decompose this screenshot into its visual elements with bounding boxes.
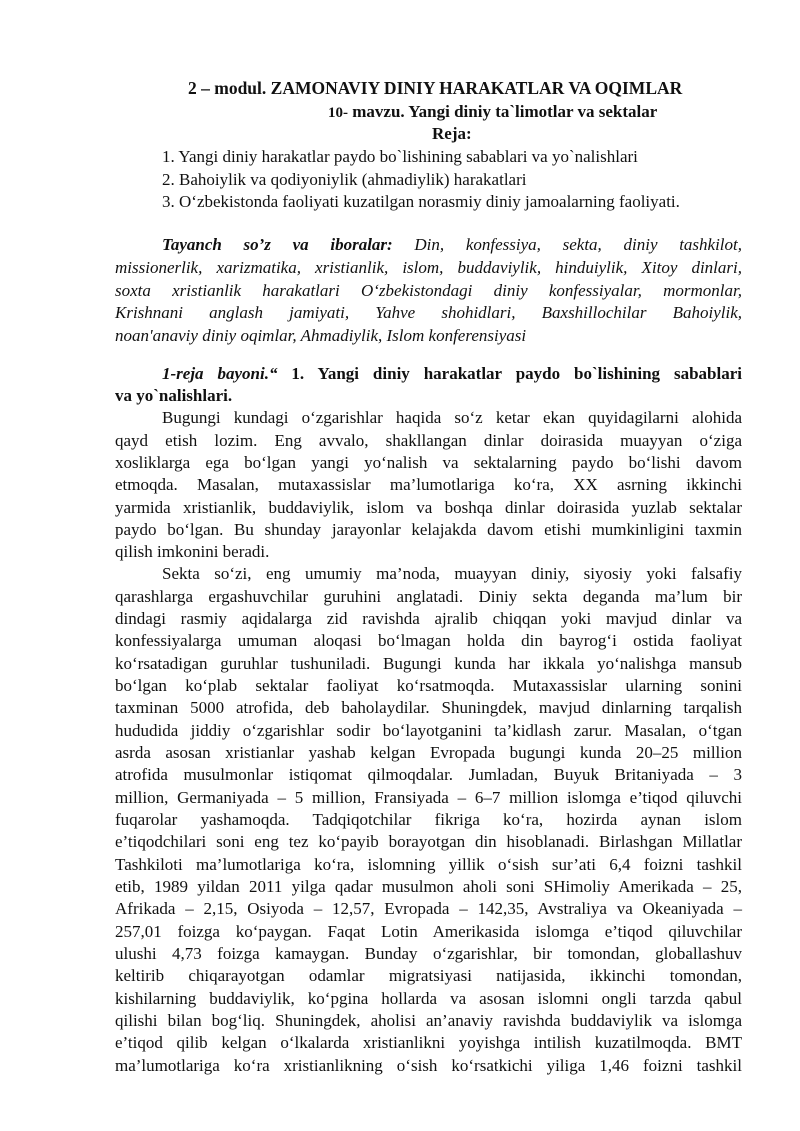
section-heading: [162, 362, 742, 385]
paragraph-line: xosliklarga ega bo‘lgan yangi yo‘nalish va sektalarning paydo bo‘lishi davom: [115, 453, 742, 472]
paragraph-line: etmoqda. Masalan, mutaxassislar ma’lumotlariga ko‘ra, XX asrning ikkinchi: [115, 475, 742, 494]
plan-item: 2. Bahoiylik va qodiyoniylik (ahmadiylik) harakatlari: [162, 170, 527, 189]
topic-title-text: mavzu. Yangi diniy ta`limotlar va sektalar: [352, 102, 658, 121]
paragraph-line: 257,01 foizga ko‘paygan. Faqat Lotin Amerikasida islomga e’tiqod qiluvchilar: [115, 922, 742, 941]
paragraph-line: qayd etish lozim. Eng avvalo, shakllangan dinlar doirasida muayyan o‘ziga: [115, 431, 742, 450]
paragraph-line: bo‘lgan ko‘plab sektalar faoliyat ko‘rsatmoqda. Mutaxassislar ularning sonini: [115, 676, 742, 695]
keywords-line: Krishnani anglash jamiyati, Yahve shohidlari, Baxshillochilar Bahoiylik,: [115, 303, 742, 322]
keywords-label: Tayanch so’z va iboralar:: [162, 235, 393, 254]
paragraph-line: taxminan 5000 atrofida, deb baholaydilar. Shuningdek, mavjud dinlarning tarqalish: [115, 698, 742, 717]
paragraph-line: atrofida musulmonlar istiqomat qilmoqdalar. Jumladan, Buyuk Britaniyada – 3: [115, 765, 742, 784]
section-title: 1. Yangi diniy harakatlar paydo bo`lishining sabablari: [291, 364, 742, 383]
paragraph-line: ko‘rsatadigan guruhlar tushuniladi. Bugungi kunda har ikkala yo‘nalishga mansub: [115, 654, 742, 673]
topic-title: [328, 100, 657, 125]
keywords-line: noan'anaviy diniy oqimlar, Ahmadiylik, Islom konferensiyasi: [115, 326, 527, 345]
paragraph-line: ulushi 4,73 foizga kamaygan. Bunday o‘zgarishlar, bir tomondan, globallashuv: [115, 944, 742, 963]
paragraph-line: fuqarolar yashamoqda. Tadqiqotchilar fikriga ko‘ra, hozirda aynan islom: [115, 810, 742, 829]
plan-item: 1. Yangi diniy harakatlar paydo bo`lishining sabablari va yo`nalishlari: [162, 147, 638, 166]
paragraph-line: ma’lumotlariga ko‘ra xristianlikning o‘sish ko‘rsatkichi yiliga 1,46 foizni tashkil: [115, 1056, 742, 1075]
paragraph-line: etib, 1989 yildan 2011 yilga qadar musulmon aholi soni SHimoliy Amerikada – 25,: [115, 877, 742, 896]
paragraph-line: paydo bo‘lgan. Bu shunday jarayonlar kelajakda davom etishi mumkinligini taxmin: [115, 520, 742, 539]
paragraph-line: million, Germaniyada – 5 million, Fransiyada – 6–7 million islomga e’tiqod qiluvchi: [115, 788, 742, 807]
paragraph-line: Bugungi kundagi o‘zgarishlar haqida so‘z ketar ekan quyidagilarni alohida: [162, 408, 742, 427]
paragraph-line: dindagi rasmiy aqidalarga zid ravishda ajralib chiqqan yoki mavjud dinlar va: [115, 609, 742, 628]
plan-heading: Reja:: [432, 124, 472, 143]
paragraph-line: qilish imkonini beradi.: [115, 542, 270, 561]
keywords-text: Din, konfessiya, sekta, diniy tashkilot,: [414, 235, 742, 254]
paragraph-line: qarashlarga ergashuvchilar guruhini anglatadi. Diniy sekta deganda ma’lum bir: [115, 587, 742, 606]
section-label: 1-reja bayoni.“: [162, 364, 278, 383]
paragraph-line: kishilarning buddaviylik, ko‘pgina hollarda va asosan islomni ongli tarzda qabul: [115, 989, 742, 1008]
keywords-line: [162, 233, 742, 256]
section-title-cont: va yo`nalishlari.: [115, 386, 233, 405]
paragraph-line: e’tiqodchilari soni eng tez ko‘payib borayotgan din hisoblanadi. Birlashgan Millatlar: [115, 832, 742, 851]
paragraph-line: keltirib chiqarayotgan odamlar migratsiyasi natijasida, ikkinchi tomondan,: [115, 966, 742, 985]
topic-number: 10-: [328, 105, 348, 121]
paragraph-line: Afrikada – 2,15, Osiyoda – 12,57, Evropada – 142,35, Avstraliya va Okeaniyada –: [115, 899, 742, 918]
paragraph-line: Sekta so‘zi, eng umumiy ma’noda, muayyan diniy, siyosiy yoki falsafiy: [162, 564, 742, 583]
keywords-line: missionerlik, xarizmatika, xristianlik, islom, buddaviylik, hinduiylik, Xitoy dinlari,: [115, 258, 742, 277]
paragraph-line: qilishi bilan bog‘liq. Shuningdek, aholisi an’anaviy ravishda buddaviylik va islomga: [115, 1011, 742, 1030]
module-title: 2 – modul. ZAMONAVIY DINIY HARAKATLAR VA OQIMLAR: [188, 78, 683, 98]
paragraph-line: konfessiyalarga umuman aloqasi bo‘lmagan holda din bayrog‘i ostida faoliyat: [115, 631, 742, 650]
plan-item: 3. O‘zbekistonda faoliyati kuzatilgan norasmiy diniy jamoalarning faoliyati.: [162, 192, 680, 211]
paragraph-line: asrda asosan xristianlar yashab kelgan Evropada bugungi kunda 20–25 million: [115, 743, 742, 762]
paragraph-line: yarmida xristianlik, buddaviylik, islom va boshqa dinlar doirasida yuzlab sektalar: [115, 498, 742, 517]
paragraph-line: Tashkiloti ma’lumotlariga ko‘ra, islomning yillik o‘sish sur’ati 6,4 foizni tashkil: [115, 855, 742, 874]
keywords-line: soxta xristianlik harakatlari O‘zbekistondagi diniy konfessiyalar, mormonlar,: [115, 281, 742, 300]
paragraph-line: hududida jiddiy o‘zgarishlar sodir bo‘layotganini ta’kidlash zarur. Masalan, o‘tgan: [115, 721, 742, 740]
paragraph-line: e’tiqod qilib kelgan o‘lkalarda xristianlikni yoyishga intilish kuzatilmoqda. BMT: [115, 1033, 742, 1052]
